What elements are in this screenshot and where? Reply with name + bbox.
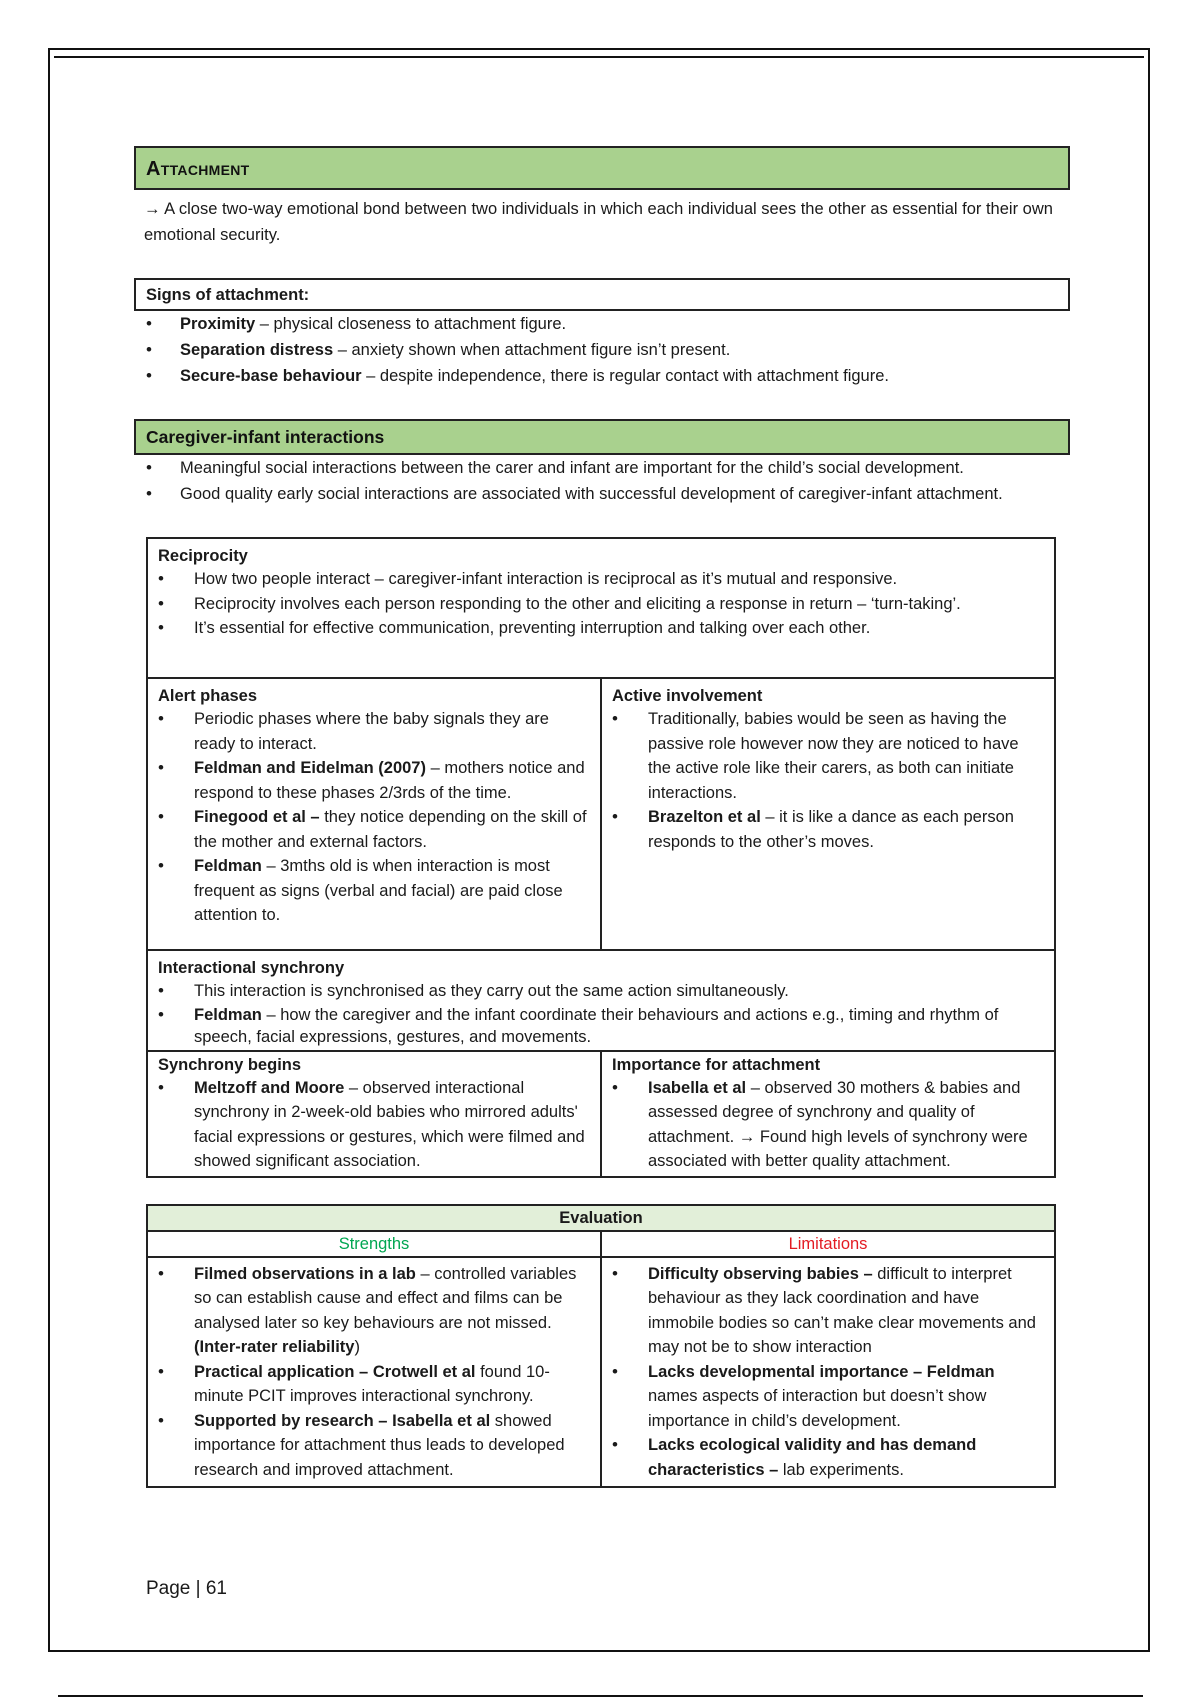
list-item: • Practical application – Crotwell et al found 10-minute PCIT improves interactional synchrony.	[158, 1360, 592, 1409]
list-item: • Lacks ecological validity and has demand characteristics – lab experiments.	[612, 1433, 1046, 1482]
list-item: • Meaningful social interactions between the carer and infant are important for the child’s social development.	[134, 455, 1070, 481]
list-item: • Feldman – 3mths old is when interaction is most frequent as signs (verbal and facial) are paid close attention to.	[158, 854, 592, 928]
alert-phases-heading: Alert phases	[158, 687, 258, 705]
active-involvement-cell	[601, 678, 1055, 950]
frame-top-rule	[54, 56, 1144, 58]
caregiver-heading: Caregiver-infant interactions	[134, 419, 1070, 455]
reciprocity-cell	[147, 538, 1055, 678]
list-item: • Feldman – how the caregiver and the infant coordinate their behaviours and actions e.g., timing and rhythm of speech, facial expressions, gestures, and movements.	[158, 1004, 1046, 1048]
interactional-synchrony-cell	[147, 950, 1055, 1051]
list-item: • Meltzoff and Moore – observed interactional synchrony in 2-week-old babies who mirrored adults' facial expressions or gestures, which were filmed and showed significant association.	[158, 1076, 592, 1174]
strengths-heading: Strengths	[147, 1231, 601, 1257]
list-item: • Isabella et al – observed 30 mothers & babies and assessed degree of synchrony and quality of attachment. → Found high levels of synchrony were associated with better quality attachment.	[612, 1076, 1046, 1174]
page-number: Page | 61	[146, 1578, 228, 1599]
limitations-cell	[601, 1257, 1055, 1488]
evaluation-heading: Evaluation	[147, 1205, 1055, 1231]
reciprocity-heading: Reciprocity	[158, 547, 248, 565]
list-item: • Good quality early social interactions are associated with successful development of caregiver-infant attachment.	[134, 481, 1070, 507]
caregiver-list	[134, 455, 1070, 507]
list-item: • Proximity – physical closeness to attachment figure.	[134, 311, 1070, 337]
list-item: • Reciprocity involves each person responding to the other and eliciting a response in return – ‘turn-taking’.	[158, 592, 1046, 617]
limitations-heading: Limitations	[601, 1231, 1055, 1257]
list-item: • Finegood et al – they notice depending on the skill of the mother and external factors.	[158, 805, 592, 854]
list-item: • Feldman and Eidelman (2007) – mothers notice and respond to these phases 2/3rds of the time.	[158, 756, 592, 805]
page-bottom-rule	[58, 1695, 1143, 1697]
list-item: • It’s essential for effective communication, preventing interruption and talking over each other.	[158, 616, 1046, 641]
list-item: • Supported by research – Isabella et al showed importance for attachment thus leads to developed research and improved attachment.	[158, 1409, 592, 1483]
alert-phases-cell	[147, 678, 601, 950]
synchrony-begins-cell	[147, 1051, 601, 1177]
interaction-table	[146, 537, 1056, 1178]
list-item: • How two people interact – caregiver-infant interaction is reciprocal as it’s mutual and responsive.	[158, 567, 1046, 592]
document-content	[134, 146, 1070, 1488]
evaluation-table	[146, 1204, 1056, 1489]
list-item: • Secure-base behaviour – despite independence, there is regular contact with attachment figure.	[134, 363, 1070, 389]
strengths-cell	[147, 1257, 601, 1488]
list-item: • Traditionally, babies would be seen as having the passive role however now they are noticed to have the active role like their carers, as both can initiate interactions.	[612, 707, 1046, 805]
list-item: • This interaction is synchronised as they carry out the same action simultaneously.	[158, 979, 1046, 1004]
section-title: Attachment	[134, 146, 1070, 190]
list-item: • Separation distress – anxiety shown when attachment figure isn’t present.	[134, 337, 1070, 363]
list-item: • Brazelton et al – it is like a dance as each person responds to the other’s moves.	[612, 805, 1046, 854]
list-item: • Filmed observations in a lab – controlled variables so can establish cause and effect and films can be analysed later so key behaviours are not missed. (Inter-rater reliability)	[158, 1262, 592, 1360]
synchrony-begins-heading: Synchrony begins	[158, 1055, 302, 1074]
signs-list	[134, 311, 1070, 389]
attachment-definition: → A close two-way emotional bond between two individuals in which each individual sees the other as essential for their own emotional security.	[144, 200, 1053, 244]
list-item: • Periodic phases where the baby signals they are ready to interact.	[158, 707, 592, 756]
list-item: • Lacks developmental importance – Feldman names aspects of interaction but doesn’t show importance in child’s development.	[612, 1360, 1046, 1434]
importance-heading: Importance for attachment	[612, 1055, 821, 1074]
interactional-synchrony-heading: Interactional synchrony	[158, 959, 345, 977]
active-involvement-heading: Active involvement	[612, 687, 763, 705]
importance-cell	[601, 1051, 1055, 1177]
signs-heading: Signs of attachment:	[134, 278, 1070, 311]
list-item: • Difficulty observing babies – difficult to interpret behaviour as they lack coordination and have immobile bodies so can’t make clear movements and may not be to show interaction	[612, 1262, 1046, 1360]
